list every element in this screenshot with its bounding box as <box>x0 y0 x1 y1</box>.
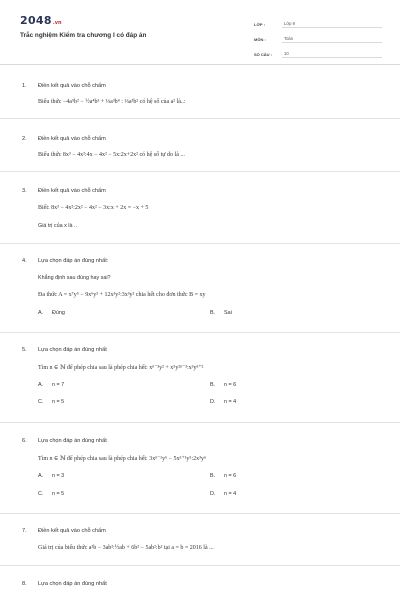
question-prompt: Điền kết quả vào chỗ chấm <box>38 528 106 534</box>
question-line: Biết: 8x³ − 4x²:2x² − 4x² − 3x:x + 2x = −x + 5 <box>38 205 149 211</box>
option-a[interactable]: A. n = 7 <box>38 382 65 388</box>
page-title: Trắc nghiệm Kiểm tra chương I có đáp án <box>20 32 147 39</box>
question-line: Giá trị của biểu thức a²b − 3ab²:½ab + 6b² − 5ab²:b² tại a = b = 2016 là ... <box>38 545 214 551</box>
question-7 <box>0 514 400 566</box>
question-prompt: Điền kết quả vào chỗ chấm <box>38 83 106 89</box>
option-d[interactable]: D. n = 4 <box>210 399 237 405</box>
question-line: Tìm n ∈ ℕ để phép chia sau là phép chia hết: xⁿ⁻³y² + x⁵y²ⁿ⁻³:x³yⁿ⁺² <box>38 365 204 371</box>
question-list <box>0 64 400 606</box>
question-8 <box>0 566 400 606</box>
question-number: 5. <box>22 347 27 353</box>
question-number: 4. <box>22 258 27 264</box>
question-prompt: Lựa chọn đáp án đúng nhất <box>38 347 107 353</box>
meta-row-subject <box>254 30 382 43</box>
question-number: 2. <box>22 136 27 142</box>
question-prompt: Lựa chọn đáp án đúng nhất: <box>38 258 109 264</box>
site-logo[interactable] <box>20 14 62 27</box>
option-b[interactable]: B. n = 6 <box>210 473 237 479</box>
quiz-meta <box>254 15 382 60</box>
question-number: 6. <box>22 438 27 444</box>
question-6 <box>0 423 400 514</box>
option-d[interactable]: D. n = 4 <box>210 491 237 497</box>
meta-label: SỐ CÂU : <box>254 52 272 57</box>
meta-value: 10 <box>282 51 382 58</box>
question-number: 3. <box>22 188 27 194</box>
question-prompt: Lựa chọn đáp án đúng nhất <box>38 438 107 444</box>
question-2 <box>0 119 400 172</box>
question-line: Tìm n ∈ ℕ để phép chia sau là phép chia hết: 3xⁿ⁻¹y⁶ − 5xⁿ⁺¹y⁵:2x³yⁿ <box>38 456 206 462</box>
meta-row-class <box>254 15 382 28</box>
option-b[interactable]: B. Sai <box>210 310 232 316</box>
question-number: 7. <box>22 528 27 534</box>
meta-label: MÔN : <box>254 37 266 42</box>
question-line: Biểu thức 8x³ − 4x²:4x − 4x² − 5x:2x+2x² có hệ số tự do là ... <box>38 152 185 158</box>
logo-text: 2048 <box>20 14 52 27</box>
meta-label: LỚP : <box>254 22 265 27</box>
logo-suffix: .vn <box>52 20 62 26</box>
question-5 <box>0 333 400 423</box>
question-number: 8. <box>22 581 27 587</box>
option-b[interactable]: B. n = 6 <box>210 382 237 388</box>
option-c[interactable]: C. n = 5 <box>38 491 65 497</box>
question-3 <box>0 172 400 244</box>
question-prompt: Lựa chọn đáp án đúng nhất <box>38 581 107 587</box>
meta-value: Toán <box>282 36 382 43</box>
meta-value: Lớp 9 <box>282 21 382 28</box>
question-prompt: Điền kết quả vào chỗ chấm <box>38 136 106 142</box>
question-1 <box>0 64 400 119</box>
option-a[interactable]: A. n = 3 <box>38 473 65 479</box>
question-prompt: Điền kết quả vào chỗ chấm <box>38 188 106 194</box>
question-line: Đa thức A = x⁷y⁵ − 9x⁶y³ + 12x³y²:3x³y² chia hết cho đơn thức B = xy <box>38 292 206 298</box>
page-header <box>0 0 400 65</box>
question-number: 1. <box>22 83 27 89</box>
question-line: Biểu thức −4a⁵b² − ½a⁴b³ + ⅓a³b⁴ : ⅓a³b² có hệ số của a² là..: <box>38 99 186 105</box>
option-a[interactable]: A. Đúng <box>38 310 65 316</box>
question-line: Khẳng định sau đúng hay sai? <box>38 275 111 281</box>
question-line: Giá trị của x là .. <box>38 223 77 229</box>
question-4 <box>0 244 400 333</box>
meta-row-count <box>254 45 382 58</box>
option-c[interactable]: C. n = 5 <box>38 399 65 405</box>
